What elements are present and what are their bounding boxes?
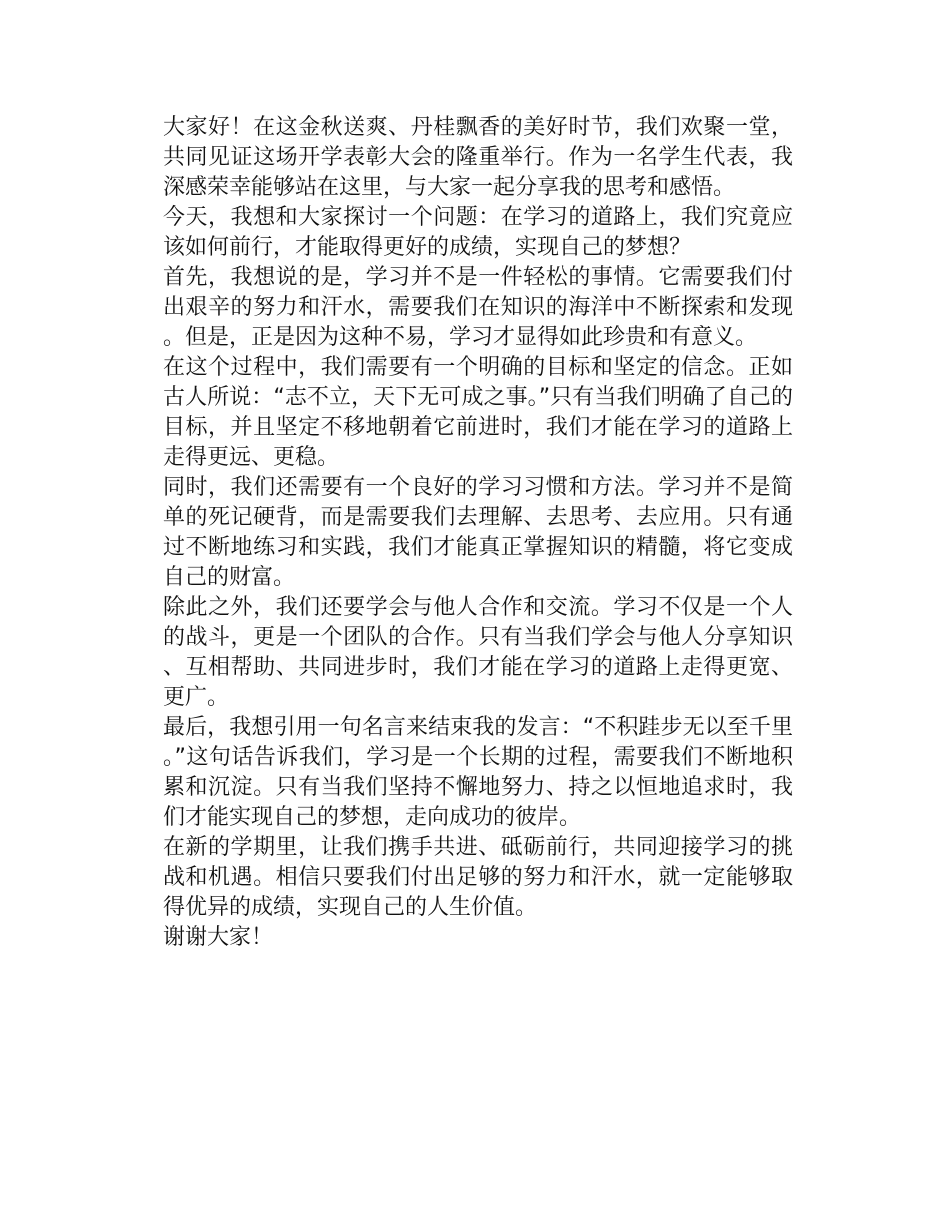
paragraph-thanks: 谢谢大家！ (163, 925, 274, 950)
paragraph-quote: 最后，我想引用一句名言来结束我的发言：“不积跬步无以至千里。”这句话告诉我们，学习是一个长期的过程，需要我们不断地积累和沉淀。只有当我们坚持不懈地努力、持之以恒地追求时，我们才能实现自己的梦想，走向成功的彼岸。 (163, 715, 793, 830)
paragraph-question: 今天，我想和大家探讨一个问题：在学习的道路上，我们究竟应该如何前行，才能取得更好的成绩，实现自己的梦想？ (163, 205, 793, 260)
paragraph-first-point: 首先，我想说的是，学习并不是一件轻松的事情。它需要我们付出艰辛的努力和汗水，需要我们在知识的海洋中不断探索和发现。但是，正是因为这种不易，学习才显得如此珍贵和有意义。 (163, 265, 793, 350)
speech-body (163, 113, 793, 953)
paragraph-cooperation: 除此之外，我们还要学会与他人合作和交流。学习不仅是一个人的战斗，更是一个团队的合作。只有当我们学会与他人分享知识、互相帮助、共同进步时，我们才能在学习的道路上走得更宽、更广。 (163, 595, 793, 710)
paragraph-new-term: 在新的学期里，让我们携手共进、砥砺前行，共同迎接学习的挑战和机遇。相信只要我们付出足够的努力和汗水，就一定能够取得优异的成绩，实现自己的人生价值。 (163, 835, 793, 920)
paragraph-greeting: 大家好！在这金秋送爽、丹桂飘香的美好时节，我们欢聚一堂，共同见证这场开学表彰大会的隆重举行。作为一名学生代表，我深感荣幸能够站在这里，与大家一起分享我的思考和感悟。 (163, 115, 793, 200)
paragraph-goals: 在这个过程中，我们需要有一个明确的目标和坚定的信念。正如古人所说：“志不立，天下无可成之事。”只有当我们明确了自己的目标，并且坚定不移地朝着它前进时，我们才能在学习的道路上走得更远、更稳。 (163, 355, 793, 470)
paragraph-habits: 同时，我们还需要有一个良好的学习习惯和方法。学习并不是简单的死记硬背，而是需要我们去理解、去思考、去应用。只有通过不断地练习和实践，我们才能真正掌握知识的精髓，将它变成自己的财富。 (163, 475, 793, 590)
